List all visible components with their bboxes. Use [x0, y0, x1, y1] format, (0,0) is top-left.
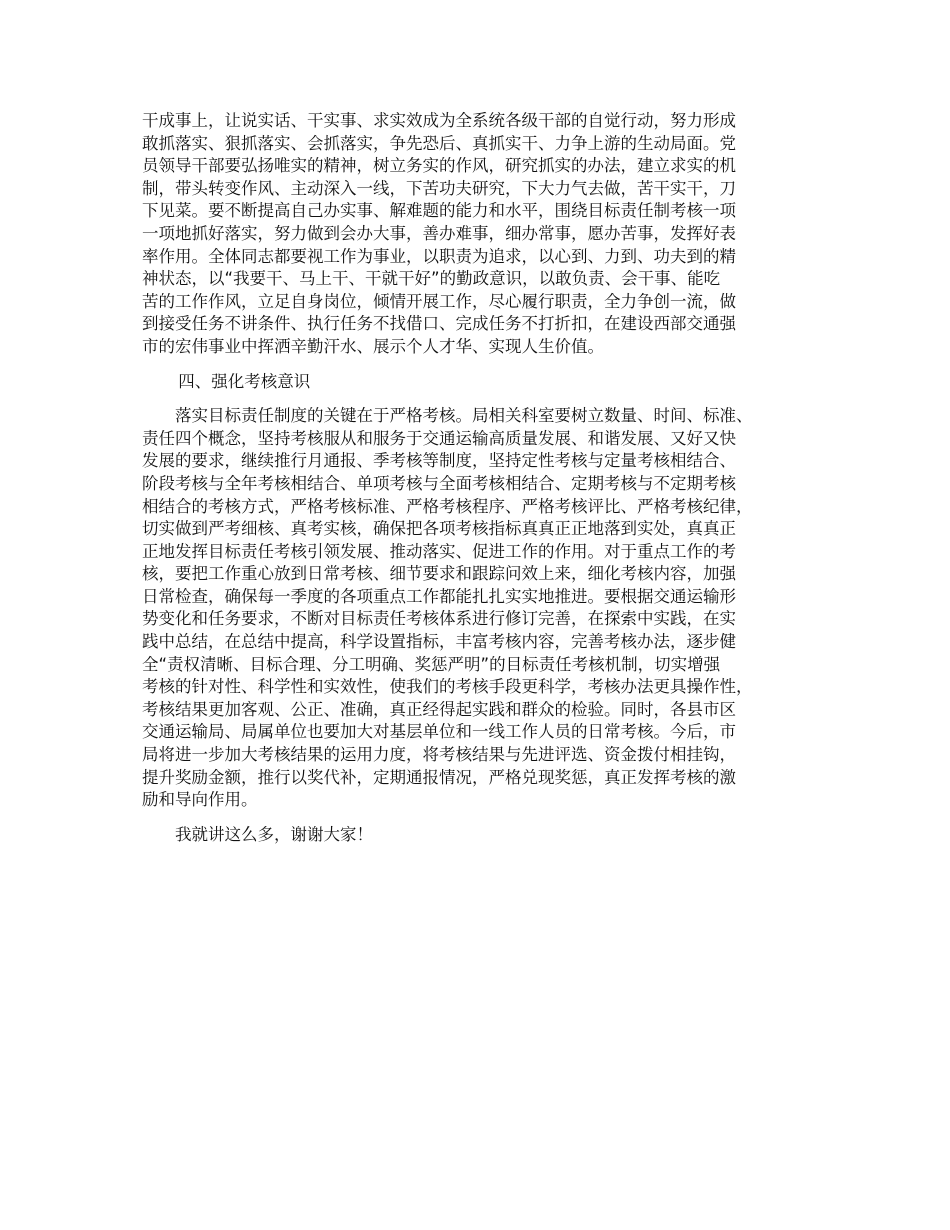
text-line: 相结合的考核方式，严格考核标准、严格考核程序、严格考核评比、严格考核纪律， [142, 496, 753, 516]
text-line: 考核结果更加客观、公正、准确，真正经得起实践和群众的检验。同时，各县市区 [142, 699, 736, 719]
text-line: 考核的针对性、科学性和实效性，使我们的考核手段更科学，考核办法更具操作性， [142, 677, 753, 697]
text-line: 神状态，以“我要干、马上干、干就干好”的勤政意识，以敢负责、会干事、能吃 [142, 269, 721, 289]
text-line: 到接受任务不讲条件、执行任务不找借口、完成任务不打折扣，在建设西部交通强 [142, 314, 736, 334]
text-line: 制，带头转变作风、主动深入一线，下苦功夫研究，下大力气去做，苦干实干，刀 [142, 178, 736, 198]
text-line: 践中总结，在总结中提高，科学设置指标，丰富考核内容，完善考核办法，逐步健 [142, 632, 736, 652]
text-line: 交通运输局、局属单位也要加大对基层单位和一线工作人员的日常考核。今后，市 [142, 722, 736, 742]
paragraph-spacer [142, 393, 826, 405]
document-page [142, 110, 826, 846]
text-line: 切实做到严考细核、真考实核，确保把各项考核指标真真正正地落到实处，真真正 [142, 519, 736, 539]
text-line: 员领导干部要弘扬唯实的精神，树立务实的作风，研究抓实的办法，建立求实的机 [142, 156, 736, 176]
paragraph-spacer [142, 359, 826, 371]
text-line: 干成事上，让说实话、干实事、求实效成为全系统各级干部的自觉行动，努力形成 [142, 111, 736, 130]
text-line: 核，要把工作重心放到日常考核、细节要求和跟踪问效上来，细化考核内容，加强 [142, 564, 736, 584]
text-line: 一项地抓好落实，努力做到会办大事，善办难事，细办常事，愿办苦事，发挥好表 [142, 223, 736, 243]
paragraph-work-style [142, 110, 826, 359]
text-line: 下见菜。要不断提高自己办实事、解难题的能力和水平，围绕目标责任制考核一项 [142, 201, 736, 221]
text-line: 励和导向作用。 [142, 790, 258, 810]
text-line: 日常检查，确保每一季度的各项重点工作都能扎扎实实地推进。要根据交通运输形 [142, 586, 736, 606]
paragraph-assessment [142, 405, 826, 812]
text-line: 苦的工作作风，立足自身岗位，倾情开展工作，尽心履行职责，全力争创一流，做 [142, 291, 736, 311]
text-line: 发展的要求，继续推行月通报、季考核等制度，坚持定性考核与定量考核相结合、 [142, 451, 736, 471]
paragraph-spacer [142, 812, 826, 824]
text-line: 正地发挥目标责任考核引领发展、推动落实、促进工作的作用。对于重点工作的考 [142, 541, 736, 561]
text-line: 提升奖励金额，推行以奖代补，定期通报情况，严格兑现奖惩，真正发挥考核的激 [142, 767, 736, 787]
text-line: 势变化和任务要求，不断对目标责任考核体系进行修订完善，在探索中实践，在实 [142, 609, 736, 629]
text-line: 责任四个概念，坚持考核服从和服务于交通运输高质量发展、和谐发展、又好又快 [142, 428, 736, 448]
closing-remark: 我就讲这么多，谢谢大家！ [142, 824, 373, 844]
text-line: 市的宏伟事业中挥洒辛勤汗水、展示个人才华、实现人生价值。 [142, 336, 604, 356]
text-line: 阶段考核与全年考核相结合、单项考核与全面考核相结合、定期考核与不定期考核 [142, 473, 736, 493]
section-heading: 四、强化考核意识 [178, 371, 311, 391]
text-line: 全“责权清晰、目标合理、分工明确、奖惩严明”的目标责任考核机制，切实增强 [142, 654, 721, 674]
text-line: 率作用。全体同志都要视工作为事业，以职责为追求，以心到、力到、功夫到的精 [142, 246, 736, 266]
text-line: 落实目标责任制度的关键在于严格考核。局相关科室要树立数量、时间、标准、 [142, 406, 753, 426]
text-line: 敢抓落实、狠抓落实、会抓落实，争先恐后、真抓实干、力争上游的生动局面。党 [142, 133, 736, 153]
text-line: 局将进一步加大考核结果的运用力度，将考核结果与先进评选、资金拨付相挂钩， [142, 745, 736, 765]
